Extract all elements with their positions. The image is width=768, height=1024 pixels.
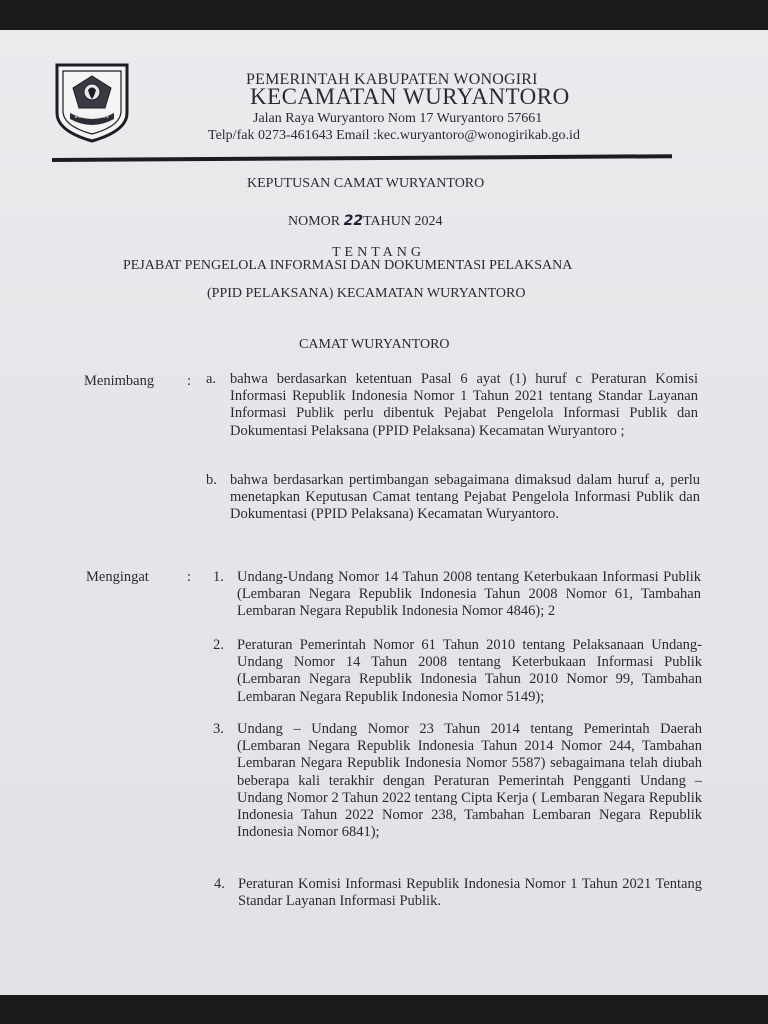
- item-text: Peraturan Pemerintah Nomor 61 Tahun 2010 tentang Pelaksanaan Undang-Undang Nomor 14 Tahun 2008 tentang Keterbukaan Informasi Publik (Lembaran Negara Republik Indonesia Tahun 2010 Nomor 99, Tambahan Lembaran Negara Republik Indonesia Nomor 5149);: [237, 637, 702, 705]
- subject-line-2: (PPID PELAKSANA) KECAMATAN WURYANTORO: [207, 286, 526, 301]
- handwritten-number: 22: [343, 213, 364, 229]
- letterhead-divider: [52, 154, 672, 162]
- item-text: bahwa berdasarkan pertimbangan sebagaimana dimaksud dalam huruf a, perlu menetapkan Keputusan Camat tentang Pejabat Pengelola Informasi Publik dan Dokumentasi (PPID Pelaksana) Kecamatan Wuryantoro.: [230, 472, 700, 523]
- item-text: Undang-Undang Nomor 14 Tahun 2008 tentang Keterbukaan Informasi Publik (Lembaran Negara Republik Indonesia Tahun 2008 Nomor 61, Tambahan Lembaran Negara Republik Indonesia Nomor 4846); 2: [237, 569, 701, 620]
- header-government: PEMERINTAH KABUPATEN WONOGIRI: [246, 71, 538, 88]
- menimbang-label: Menimbang: [84, 373, 155, 389]
- mengingat-item-1: [213, 569, 701, 621]
- mengingat-colon: :: [187, 569, 192, 585]
- mengingat-label: Mengingat: [86, 569, 149, 585]
- decree-number-prefix: NOMOR: [288, 214, 344, 229]
- header-contact: Telp/fak 0273-461643 Email :kec.wuryantoro@wonogirikab.go.id: [208, 128, 580, 143]
- item-text: bahwa berdasarkan ketentuan Pasal 6 ayat (1) huruf c Peraturan Komisi Informasi Republik Indonesia Nomor 1 Tahun 2021 tentang Standar Layanan Informasi Publik perlu dibentuk Pejabat Pengelola Informasi Publik dan Dokumentasi Pelaksana (PPID Pelaksana) Kecamatan Wuryantoro ;: [230, 371, 698, 439]
- item-marker: b.: [206, 472, 217, 488]
- camat-heading: CAMAT WURYANTORO: [299, 337, 450, 352]
- item-marker: 3.: [213, 721, 224, 737]
- header-address: Jalan Raya Wuryantoro Nom 17 Wuryantoro 57661: [253, 111, 543, 126]
- wonogiri-emblem-logo: [53, 61, 131, 143]
- document-page: [0, 30, 768, 995]
- mengingat-item-3: [213, 721, 702, 841]
- menimbang-item-a: [206, 371, 698, 440]
- decree-year: TAHUN 2024: [363, 214, 443, 229]
- menimbang-colon: :: [187, 373, 192, 389]
- item-marker: 4.: [214, 876, 225, 892]
- tentang-heading: TENTANG: [332, 245, 425, 260]
- item-text: Peraturan Komisi Informasi Republik Indonesia Nomor 1 Tahun 2021 Tentang Standar Layanan Informasi Publik.: [238, 876, 702, 910]
- subject-line-1: PEJABAT PENGELOLA INFORMASI DAN DOKUMENTASI PELAKSANA: [123, 258, 573, 273]
- item-marker: a.: [206, 371, 217, 387]
- menimbang-item-b: [206, 472, 700, 524]
- mengingat-item-2: [213, 637, 702, 706]
- item-marker: 1.: [213, 569, 224, 585]
- decree-title: KEPUTUSAN CAMAT WURYANTORO: [247, 176, 485, 191]
- header-district: KECAMATAN WURYANTORO: [250, 84, 570, 109]
- item-text: Undang – Undang Nomor 23 Tahun 2014 tentang Pemerintah Daerah (Lembaran Negara Republik Indonesia Tahun 2014 Nomor 244, Tambahan Lembaran Negara Republik Indonesia Nomor 5587) sebagaimana telah diubah beberapa kali terakhir dengan Peraturan Pemerintah Pengganti Undang – Undang Nomor 2 Tahun 2022 tentang Cipta Kerja ( Lembaran Negara Republik Indonesia Tahun 2022 Nomor 238, Tambahan Lembaran Negara Republik Indonesia Nomor 6841);: [237, 721, 702, 841]
- decree-number: [288, 213, 442, 230]
- mengingat-item-4: [214, 876, 702, 910]
- item-marker: 2.: [213, 637, 224, 653]
